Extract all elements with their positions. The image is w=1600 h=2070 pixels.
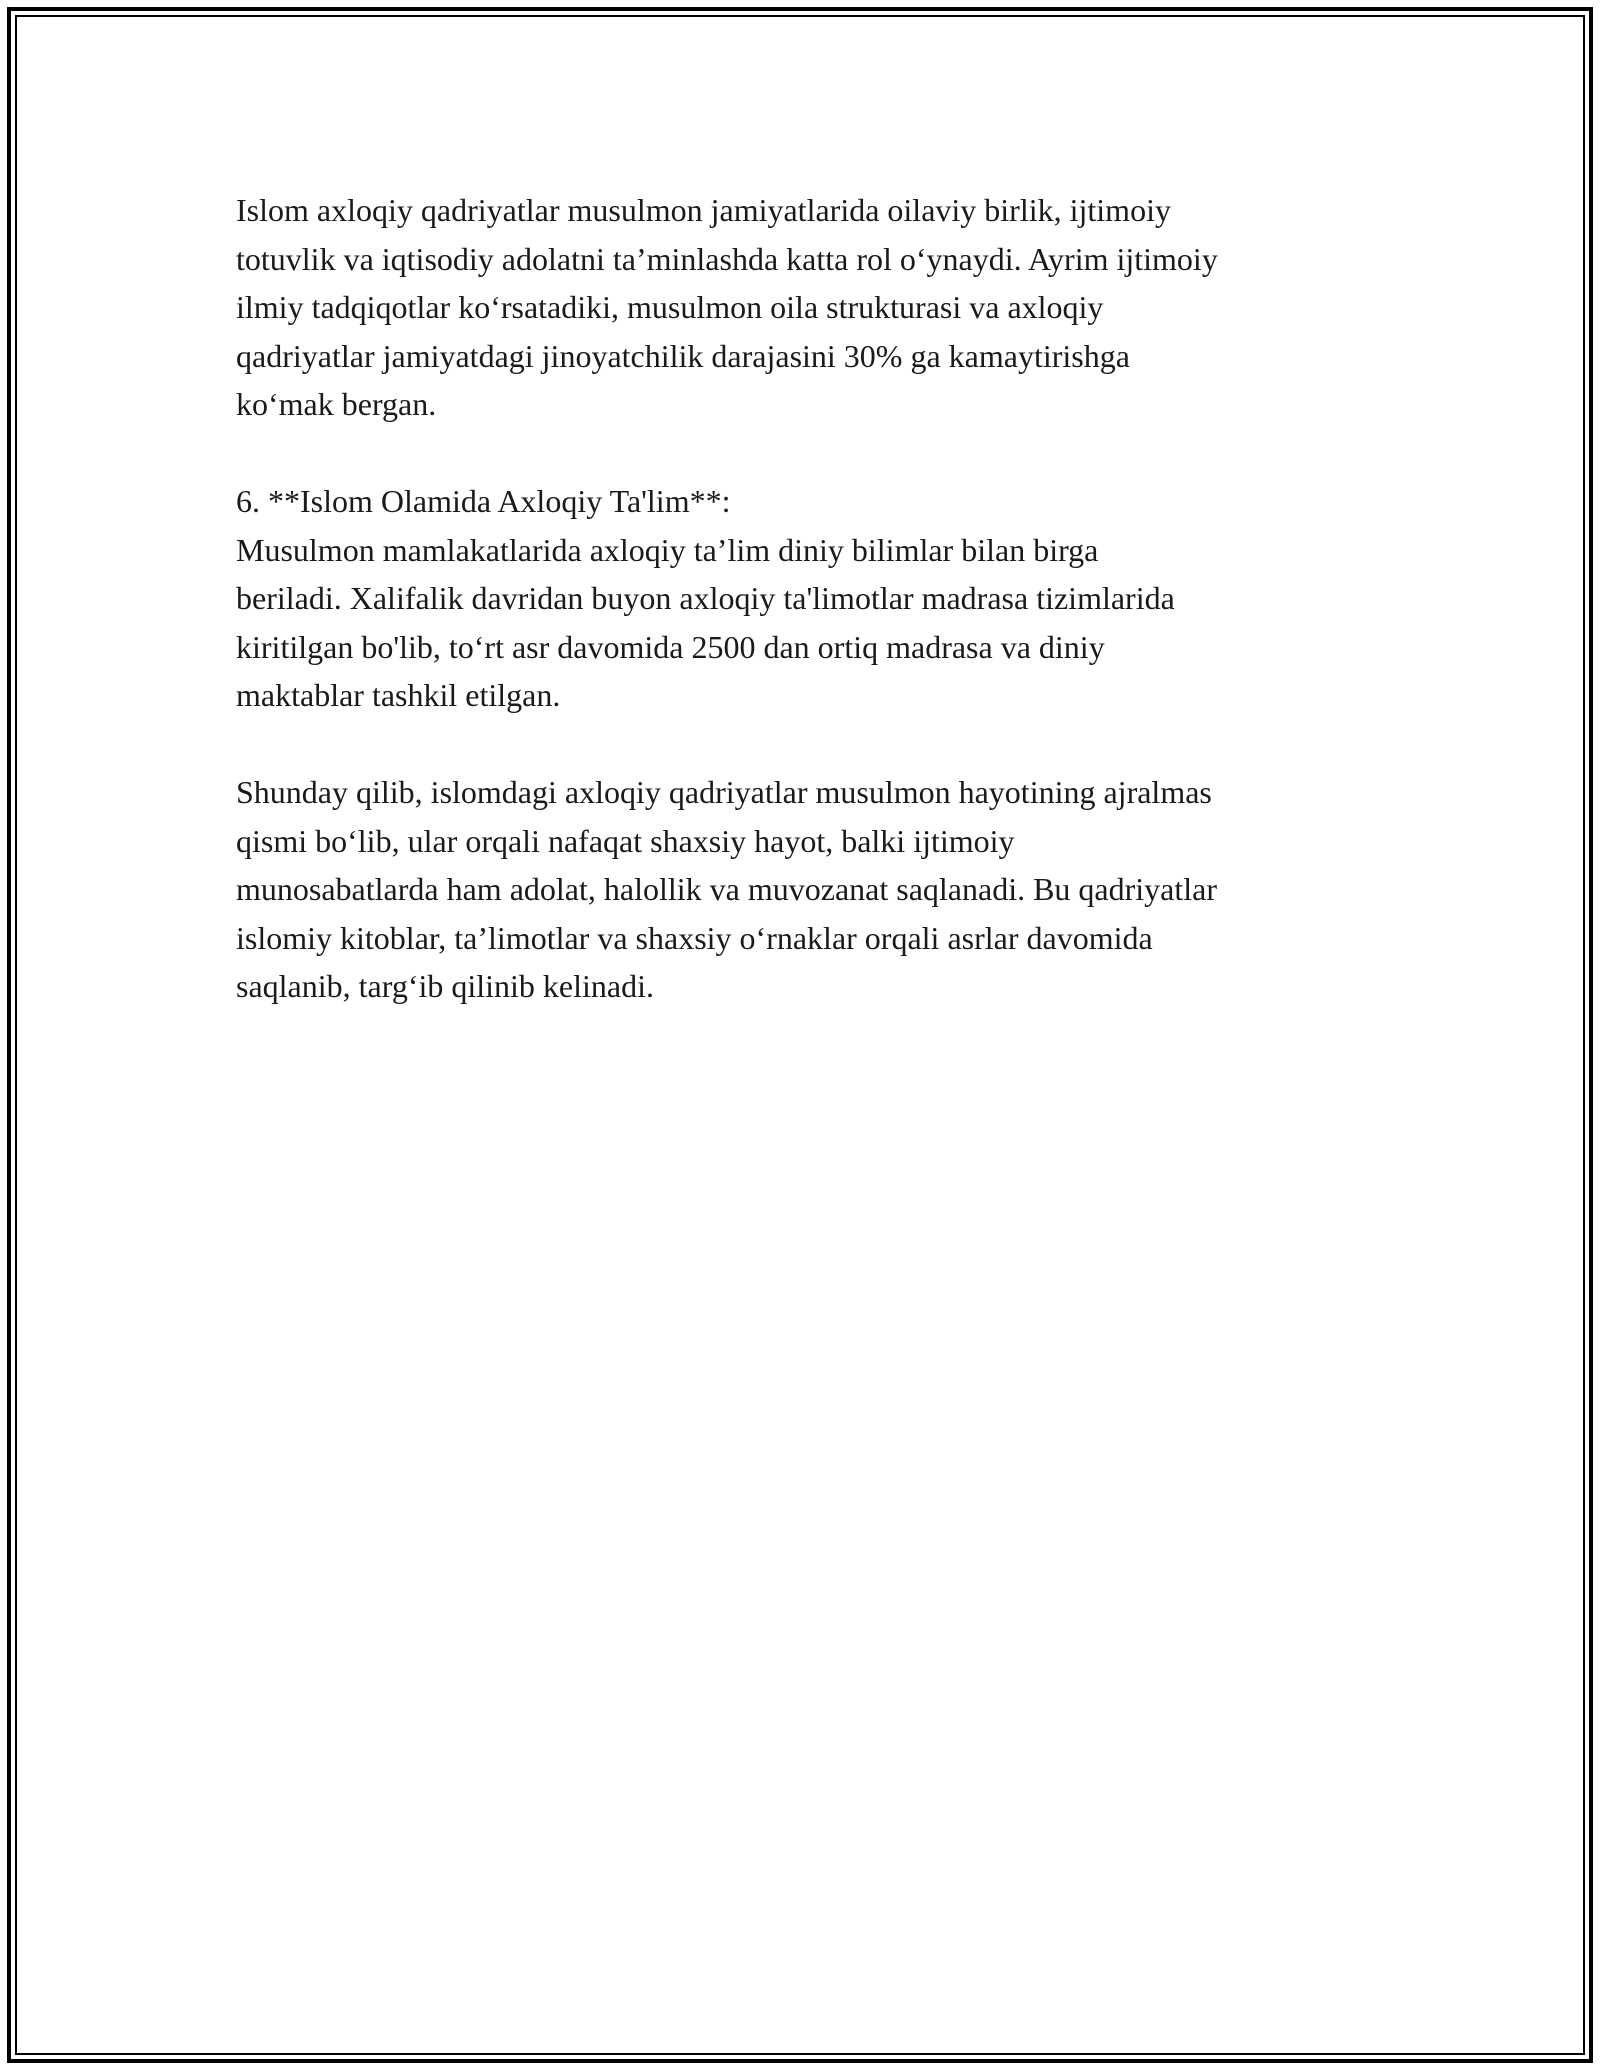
document-body <box>236 186 1376 1011</box>
conclusion-paragraph: Shunday qilib, islomdagi axloqiy qadriyatlar musulmon hayotining ajralmas qismi bo‘lib, ular orqali nafaqat shaxsiy hayot, balki ijtimoiy munosabatlarda ham adolat, halollik va muvozanat saqlanadi. Bu qadriyatlar islomiy kitoblar, ta’limotlar va shaxsiy o‘rnaklar orqali asrlar davomida saqlanib, targ‘ib qilinib kelinadi. <box>236 774 1218 1004</box>
paragraph-social-impact: Islom axloqiy qadriyatlar musulmon jamiyatlarida oilaviy birlik, ijtimoiy totuvlik va iqtisodiy adolatni ta’minlashda katta rol o‘ynaydi. Ayrim ijtimoiy ilmiy tadqiqotlar ko‘rsatadiki, musulmon oila strukturasi va axloqiy qadriyatlar jamiyatdagi jinoyatchilik darajasini 30% ga kamaytirishga ko‘mak bergan. <box>236 192 1218 422</box>
paragraph-spacer <box>236 429 1376 478</box>
section-6-heading: 6. **Islom Olamida Axloqiy Ta'lim**: <box>236 483 731 519</box>
section-6-body: Musulmon mamlakatlarida axloqiy ta’lim diniy bilimlar bilan birga beriladi. Xalifalik davridan buyon axloqiy ta'limotlar madrasa tizimlarida kiritilgan bo'lib, to‘rt asr davomida 2500 dan ortiq madrasa va diniy maktablar tashkil etilgan. <box>236 531 1175 713</box>
paragraph-spacer <box>236 720 1376 769</box>
